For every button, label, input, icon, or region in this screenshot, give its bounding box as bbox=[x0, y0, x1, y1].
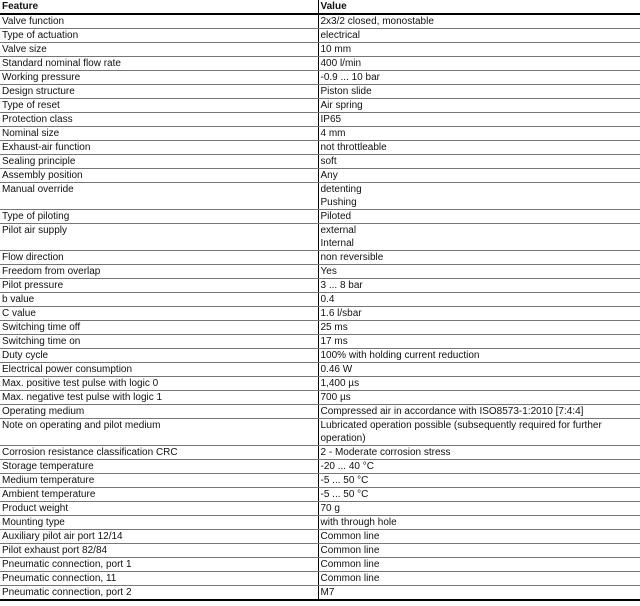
feature-cell: Electrical power consumption bbox=[0, 363, 318, 377]
value-line: Piloted bbox=[320, 211, 352, 222]
value-cell bbox=[318, 293, 640, 307]
table-row bbox=[0, 321, 640, 335]
value-cell bbox=[318, 127, 640, 141]
value-line: Lubricated operation possible (subsequently required for further operation) bbox=[320, 420, 602, 444]
value-cell bbox=[318, 558, 640, 572]
value-line: 1,400 µs bbox=[320, 378, 360, 389]
value-line: Compressed air in accordance with ISO8573-1:2010 [7:4:4] bbox=[320, 406, 584, 417]
table-row bbox=[0, 558, 640, 572]
feature-cell: Pilot pressure bbox=[0, 279, 318, 293]
value-line: 2x3/2 closed, monostable bbox=[320, 16, 434, 27]
feature-cell: Auxiliary pilot air port 12/14 bbox=[0, 530, 318, 544]
table-body bbox=[0, 14, 640, 600]
table-row bbox=[0, 572, 640, 586]
value-line: Air spring bbox=[320, 100, 363, 111]
value-line: M7 bbox=[320, 587, 335, 598]
table-row bbox=[0, 279, 640, 293]
table-row bbox=[0, 29, 640, 43]
table-row bbox=[0, 544, 640, 558]
value-line: -5 ... 50 °C bbox=[320, 489, 369, 500]
feature-cell: Pilot air supply bbox=[0, 224, 318, 251]
value-cell bbox=[318, 141, 640, 155]
table-row bbox=[0, 141, 640, 155]
feature-cell: Type of piloting bbox=[0, 210, 318, 224]
table-row bbox=[0, 307, 640, 321]
value-line: Common line bbox=[320, 531, 380, 542]
value-cell bbox=[318, 85, 640, 99]
value-cell bbox=[318, 363, 640, 377]
value-line: electrical bbox=[320, 30, 360, 41]
table-row bbox=[0, 363, 640, 377]
value-line: 1.6 l/sbar bbox=[320, 308, 362, 319]
value-line: 400 l/min bbox=[320, 58, 362, 69]
value-cell bbox=[318, 474, 640, 488]
value-line: not throttleable bbox=[320, 142, 387, 153]
value-line: -5 ... 50 °C bbox=[320, 475, 369, 486]
value-line: non reversible bbox=[320, 252, 384, 263]
value-cell bbox=[318, 586, 640, 601]
table-row bbox=[0, 293, 640, 307]
table-row bbox=[0, 586, 640, 601]
table-row bbox=[0, 57, 640, 71]
table-row bbox=[0, 113, 640, 127]
value-cell bbox=[318, 572, 640, 586]
table-row bbox=[0, 99, 640, 113]
table-row bbox=[0, 391, 640, 405]
feature-cell: Design structure bbox=[0, 85, 318, 99]
table-header bbox=[0, 0, 640, 14]
table-row bbox=[0, 446, 640, 460]
feature-cell: Pneumatic connection, 11 bbox=[0, 572, 318, 586]
table-row bbox=[0, 251, 640, 265]
value-line: Common line bbox=[320, 559, 380, 570]
table-row bbox=[0, 85, 640, 99]
value-cell bbox=[318, 349, 640, 363]
value-cell bbox=[318, 516, 640, 530]
value-cell bbox=[318, 29, 640, 43]
feature-cell: Note on operating and pilot medium bbox=[0, 419, 318, 446]
table-row bbox=[0, 127, 640, 141]
value-cell bbox=[318, 71, 640, 85]
feature-cell: Corrosion resistance classification CRC bbox=[0, 446, 318, 460]
value-cell bbox=[318, 183, 640, 210]
value-cell bbox=[318, 279, 640, 293]
feature-cell: Valve function bbox=[0, 14, 318, 29]
value-line: 2 - Moderate corrosion stress bbox=[320, 447, 451, 458]
feature-cell: Ambient temperature bbox=[0, 488, 318, 502]
value-cell bbox=[318, 391, 640, 405]
value-line: 70 g bbox=[320, 503, 340, 514]
value-cell bbox=[318, 446, 640, 460]
value-line: detenting bbox=[320, 184, 362, 195]
feature-cell: Product weight bbox=[0, 502, 318, 516]
table-row bbox=[0, 155, 640, 169]
table-row bbox=[0, 405, 640, 419]
value-cell bbox=[318, 99, 640, 113]
value-cell bbox=[318, 43, 640, 57]
value-cell bbox=[318, 224, 640, 251]
value-cell bbox=[318, 460, 640, 474]
value-line: 0.46 W bbox=[320, 364, 353, 375]
value-cell bbox=[318, 169, 640, 183]
table-row bbox=[0, 377, 640, 391]
table-row bbox=[0, 349, 640, 363]
value-cell bbox=[318, 321, 640, 335]
table-row bbox=[0, 488, 640, 502]
feature-cell: Protection class bbox=[0, 113, 318, 127]
value-line: 700 µs bbox=[320, 392, 351, 403]
feature-cell: Valve size bbox=[0, 43, 318, 57]
value-line: 0.4 bbox=[320, 294, 335, 305]
value-cell bbox=[318, 335, 640, 349]
feature-cell: Pneumatic connection, port 1 bbox=[0, 558, 318, 572]
table-row bbox=[0, 530, 640, 544]
feature-cell: Type of actuation bbox=[0, 29, 318, 43]
table-row bbox=[0, 71, 640, 85]
value-line: Yes bbox=[320, 266, 337, 277]
feature-cell: Mounting type bbox=[0, 516, 318, 530]
value-cell bbox=[318, 530, 640, 544]
feature-cell: Freedom from overlap bbox=[0, 265, 318, 279]
feature-cell: Pneumatic connection, port 2 bbox=[0, 586, 318, 601]
table-row bbox=[0, 43, 640, 57]
value-line: Internal bbox=[320, 238, 354, 249]
table-row bbox=[0, 265, 640, 279]
value-cell bbox=[318, 502, 640, 516]
table-row bbox=[0, 502, 640, 516]
value-cell bbox=[318, 488, 640, 502]
value-line: Any bbox=[320, 170, 338, 181]
table-row bbox=[0, 335, 640, 349]
table-row bbox=[0, 224, 640, 251]
feature-cell: Assembly position bbox=[0, 169, 318, 183]
value-cell bbox=[318, 377, 640, 391]
value-line: Common line bbox=[320, 573, 380, 584]
value-line: 10 mm bbox=[320, 44, 352, 55]
value-cell bbox=[318, 57, 640, 71]
table-row bbox=[0, 516, 640, 530]
value-line: with through hole bbox=[320, 517, 397, 528]
value-line: soft bbox=[320, 156, 337, 167]
header-feature: Feature bbox=[0, 0, 318, 14]
feature-cell: Pilot exhaust port 82/84 bbox=[0, 544, 318, 558]
feature-cell: Manual override bbox=[0, 183, 318, 210]
value-line: -0.9 ... 10 bar bbox=[320, 72, 380, 83]
value-cell bbox=[318, 405, 640, 419]
value-line: 25 ms bbox=[320, 322, 348, 333]
value-cell bbox=[318, 155, 640, 169]
value-line: Pushing bbox=[320, 197, 357, 208]
feature-cell: Duty cycle bbox=[0, 349, 318, 363]
table-row bbox=[0, 419, 640, 446]
table-row bbox=[0, 460, 640, 474]
feature-cell: Max. negative test pulse with logic 1 bbox=[0, 391, 318, 405]
header-value: Value bbox=[318, 0, 640, 14]
feature-cell: Switching time on bbox=[0, 335, 318, 349]
feature-cell: Type of reset bbox=[0, 99, 318, 113]
feature-cell: Medium temperature bbox=[0, 474, 318, 488]
feature-cell: Switching time off bbox=[0, 321, 318, 335]
value-cell bbox=[318, 113, 640, 127]
header-row bbox=[0, 0, 640, 14]
table-row bbox=[0, 169, 640, 183]
table-row bbox=[0, 14, 640, 29]
value-cell bbox=[318, 307, 640, 321]
value-line: 17 ms bbox=[320, 336, 348, 347]
value-line: Common line bbox=[320, 545, 380, 556]
feature-cell: b value bbox=[0, 293, 318, 307]
value-cell bbox=[318, 544, 640, 558]
table-row bbox=[0, 210, 640, 224]
feature-cell: Max. positive test pulse with logic 0 bbox=[0, 377, 318, 391]
feature-cell: Storage temperature bbox=[0, 460, 318, 474]
value-cell bbox=[318, 210, 640, 224]
feature-cell: C value bbox=[0, 307, 318, 321]
value-cell bbox=[318, 14, 640, 29]
value-cell bbox=[318, 251, 640, 265]
table-row bbox=[0, 183, 640, 210]
value-line: 3 ... 8 bar bbox=[320, 280, 363, 291]
value-line: 4 mm bbox=[320, 128, 346, 139]
value-cell bbox=[318, 265, 640, 279]
feature-cell: Sealing principle bbox=[0, 155, 318, 169]
feature-cell: Exhaust-air function bbox=[0, 141, 318, 155]
value-line: 100% with holding current reduction bbox=[320, 350, 480, 361]
value-line: -20 ... 40 °C bbox=[320, 461, 374, 472]
feature-cell: Nominal size bbox=[0, 127, 318, 141]
value-line: Piston slide bbox=[320, 86, 372, 97]
feature-cell: Standard nominal flow rate bbox=[0, 57, 318, 71]
table-row bbox=[0, 474, 640, 488]
value-line: IP65 bbox=[320, 114, 342, 125]
feature-cell: Working pressure bbox=[0, 71, 318, 85]
feature-cell: Flow direction bbox=[0, 251, 318, 265]
value-cell bbox=[318, 419, 640, 446]
feature-cell: Operating medium bbox=[0, 405, 318, 419]
value-line: external bbox=[320, 225, 357, 236]
